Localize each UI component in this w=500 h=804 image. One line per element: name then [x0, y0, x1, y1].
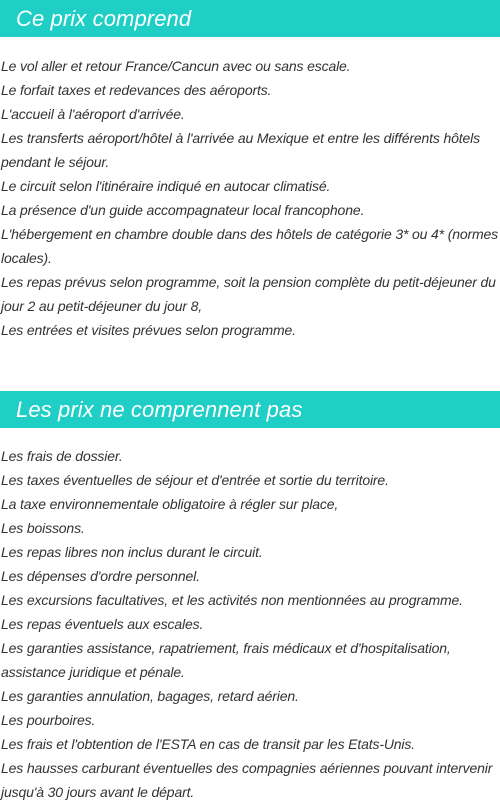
- list-item: Les entrées et visites prévues selon programme.: [1, 322, 296, 338]
- list-item: Les frais de dossier.: [1, 448, 123, 464]
- excluded-section-title: Les prix ne comprennent pas: [16, 396, 303, 422]
- excluded-list: [0, 444, 500, 804]
- list-item: Les excursions facultatives, et les activités non mentionnées au programme.: [1, 592, 463, 608]
- list-item: Les frais et l'obtention de l'ESTA en cas de transit par les Etats-Unis.: [1, 736, 415, 752]
- list-item: Les repas libres non inclus durant le circuit.: [1, 544, 263, 560]
- list-item: L'accueil à l'aéroport d'arrivée.: [1, 106, 185, 122]
- list-item: Les repas éventuels aux escales.: [1, 616, 204, 632]
- included-section-title: Ce prix comprend: [16, 5, 192, 31]
- list-item: Les garanties annulation, bagages, retard aérien.: [1, 688, 299, 704]
- list-item: Les boissons.: [1, 520, 85, 536]
- list-item: Les dépenses d'ordre personnel.: [1, 568, 200, 584]
- list-item: La taxe environnementale obligatoire à régler sur place,: [1, 496, 339, 512]
- included-list: [0, 54, 500, 342]
- list-item: Le forfait taxes et redevances des aéroports.: [1, 82, 272, 98]
- list-item: Les hausses carburant éventuelles des compagnies aériennes pouvant intervenir jusqu'à 30 jours avant le départ.: [1, 760, 493, 800]
- list-item: La présence d'un guide accompagnateur local francophone.: [1, 202, 365, 218]
- excluded-section-header: [0, 391, 500, 428]
- list-item: L'hébergement en chambre double dans des hôtels de catégorie 3* ou 4* (normes locales).: [1, 226, 499, 266]
- list-item: Les taxes éventuelles de séjour et d'entrée et sortie du territoire.: [1, 472, 389, 488]
- list-item: Les pourboires.: [1, 712, 96, 728]
- included-section-header: [0, 0, 500, 37]
- list-item: Le circuit selon l'itinéraire indiqué en autocar climatisé.: [1, 178, 331, 194]
- list-item: Les transferts aéroport/hôtel à l'arrivée au Mexique et entre les différents hôtels pendant le séjour.: [1, 130, 480, 170]
- list-item: Les repas prévus selon programme, soit la pension complète du petit-déjeuner du jour 2 au petit-déjeuner du jour 8,: [1, 274, 496, 314]
- list-item: Le vol aller et retour France/Cancun avec ou sans escale.: [1, 58, 351, 74]
- list-item: Les garanties assistance, rapatriement, frais médicaux et d'hospitalisation, assistance juridique et pénale.: [1, 640, 451, 680]
